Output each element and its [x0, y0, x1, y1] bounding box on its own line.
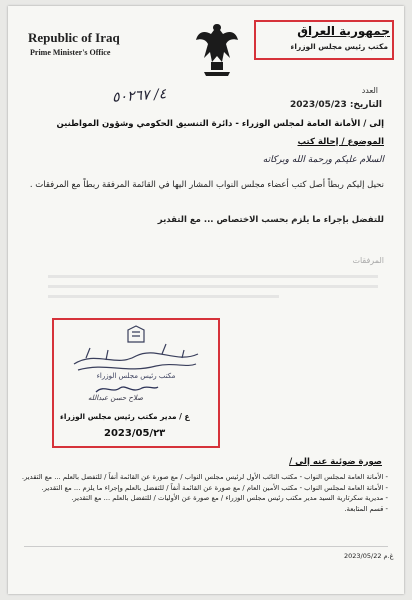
list-item: - الأمانة العامة لمجلس النواب - مكتب الأمين العام / مع صورة عن القائمة أنفاً / للتفضل بالعلم وإجراء ما يلزم ... مع التقدير.: [41, 483, 388, 492]
document-page: [8, 6, 404, 594]
copies-title: صورة ضوئية عنه إلى /: [289, 457, 382, 467]
number-label: العدد: [361, 86, 378, 95]
letter-body: نحيل إليكم ربطاً أصل كتب أعضاء مجلس النواب المشار اليها في القائمة المرفقة ربطاً مع المرفقات .: [29, 180, 384, 190]
eagle-emblem-icon: [194, 18, 240, 78]
stamp-text: مكتب رئيس مجلس الوزراء: [96, 372, 176, 380]
footer-date: 2023/05/22 غ.م: [344, 552, 394, 560]
list-item: - قسم المتابعة.: [344, 504, 388, 513]
handwritten-reference-number: ٤/ ٥٠٢٦٧: [111, 86, 167, 106]
date-line: التاريخ: 2023/05/23: [290, 100, 382, 110]
english-office-subtitle: Prime Minister's Office: [30, 48, 111, 57]
divider: [24, 546, 388, 547]
list-item: - مديرية سكرتارية السيد مدير مكتب رئيس مجلس الوزراء / مع صورة عن الأوليات / للتفضل بالعلم ... مع التقدير.: [71, 494, 388, 502]
copies-list: [16, 472, 388, 514]
subject-line: الموضوع / إحالة كتب: [297, 137, 384, 147]
office-stamp-icon: [66, 324, 206, 380]
greeting: السلام عليكم ورحمة الله وبركاته: [262, 155, 384, 165]
recipient-line: إلى / الأمانة العامة لمجلس الوزراء - دائرة التنسيق الحكومي وشؤون المواطنين: [56, 119, 384, 129]
signer-name: صلاح حسن عبدالله: [88, 394, 144, 402]
attachments-label: المرفقات: [352, 256, 384, 265]
faded-text-lines: [48, 268, 378, 308]
arabic-office-subtitle: مكتب رئيس مجلس الوزراء: [290, 42, 388, 51]
signer-title: ع / مدير مكتب رئيس مجلس الوزراء: [60, 412, 190, 421]
signature-date: 2023/05/٢٣: [104, 428, 166, 439]
arabic-country-title: جمهورية العراق: [297, 24, 390, 38]
english-country-title: Republic of Iraq: [28, 30, 120, 45]
letter-closing: للتفضل بإجراء ما يلزم بحسب الاختصاص ... مع التقدير: [157, 215, 384, 225]
list-item: - الأمانة العامة لمجلس النواب - مكتب النائب الأول لرئيس مجلس النواب / مع صورة عن القائمة أنفاً / للتفضل بالعلم ... مع التقدير.: [21, 473, 388, 481]
